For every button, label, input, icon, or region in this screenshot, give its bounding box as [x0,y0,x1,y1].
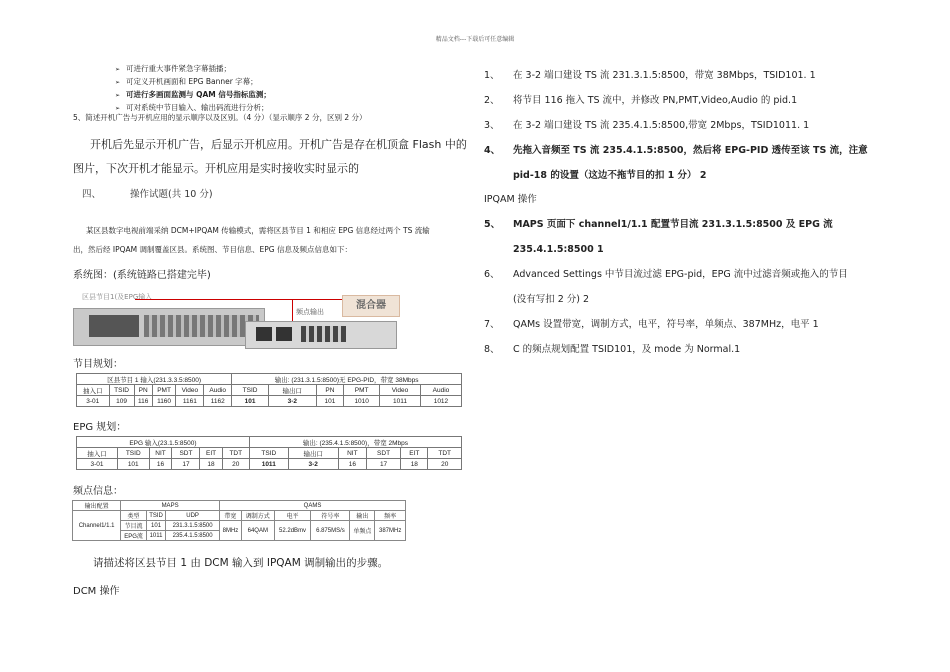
right-item: 2、 将节目 116 拖入 TS 流中，并修改 PN,PMT,Video,Audio 的 pid.1 [484,95,798,106]
cell: 3-01 [77,396,110,407]
cell: 8MHz [220,521,242,541]
dcm-label: DCM 操作 [73,586,120,597]
cell: 16 [149,459,172,470]
cell: 1010 [344,396,380,407]
cell: 387MHz [375,521,406,541]
page-header: 精品文档---下载后可任意编辑 [435,36,515,43]
header-cell: 类型 [121,511,147,521]
answer-line-2: 图片，下次开机才能显示。开机应用是实时接收实时显示的 [73,162,359,175]
device-port [276,327,292,341]
header-cell: PMT [344,385,380,396]
header-cell: NIT [338,448,366,459]
cell: 1011 [146,531,165,541]
header-cell: SDT [172,448,200,459]
table-header [77,448,462,459]
cell: 3-2 [268,396,316,407]
header-cell: TSID [249,448,288,459]
cell: 18 [401,459,428,470]
cell: 1011 [249,459,288,470]
cell: 16 [338,459,366,470]
cell: 3-2 [288,459,338,470]
mixer-box: 混合器 [342,295,400,317]
header-cell: 调制方式 [241,511,274,521]
header-cell: TSID [232,385,269,396]
device-ports [301,326,346,342]
system-diagram [70,285,400,355]
header-cell: PMT [152,385,176,396]
freq-info-label: 频点信息： [73,486,123,497]
header-cell: QAMS [220,501,406,511]
system-diagram-label: 系统图：(系统链路已搭建完毕) [73,270,211,281]
right-item: 235.4.1.5:8500 1 [513,244,604,255]
header-cell: 符号率 [311,511,350,521]
header-cell: Video [176,385,204,396]
cell: 3-01 [77,459,118,470]
header-cell: 频率 [375,511,406,521]
header-cell: SDT [366,448,400,459]
answer-line-1: 开机后先显示开机广告，后显示开机应用。开机广告是存在机顶盒 Flash 中的 [90,138,467,151]
device-module [89,315,139,337]
ipqam-device [245,321,397,349]
source-label: 区县节目1(及EPG输入 [82,293,153,301]
right-item: 4、 先拖入音频至 TS 流 235.4.1.5:8500，然后将 EPG-PID 透传至该 TS 流，注意 [484,145,868,156]
cell: 116 [134,396,152,407]
cell: 64QAM [241,521,274,541]
cell: 20 [222,459,249,470]
header-cell: NIT [149,448,172,459]
cell: 1161 [176,396,204,407]
freq-output-label: 频点输出 [296,308,324,316]
epg-plan-label: EPG 规划： [73,422,127,433]
header-cell: PN [316,385,344,396]
ipqam-label: IPQAM 操作 [484,194,537,205]
right-item: 5、 MAPS 页面下 channel1/1.1 配置节目流 231.3.1.5:8500 及 EPG 流 [484,219,833,230]
table-row [77,459,462,470]
program-table [76,373,462,407]
header-cell: TSID [117,448,149,459]
header-cell: MAPS [121,501,220,511]
header-cell: EIT [401,448,428,459]
table-row [73,521,406,531]
device-ports [144,315,259,337]
intro-line-1: 某区县数字电视前端采纳 DCM+IPQAM 传输模式，需将区县节目 1 和相应 EPG 信息经过两个 TS 流输 [86,226,430,235]
right-item: pid-18 的设置（这边不拖节目的扣 1 分） 2 [513,170,707,181]
right-item: (没有写扣 2 分) 2 [513,294,590,305]
cell: 235.4.1.5:8500 [166,531,220,541]
dcm-device [73,308,265,346]
cell: 101 [232,396,269,407]
header-cell: 输出口 [268,385,316,396]
header-cell: EIT [200,448,222,459]
list-item: ➢ 可进行重大事件紧急字幕插播； [115,64,231,73]
list-item: ➢ 可对系统中节目输入、输出码流进行分析； [115,103,269,112]
cell: 101 [117,459,149,470]
cell: 231.3.1.5:8500 [166,521,220,531]
table-title: 输出: (235.4.1.5:8500)，带宽 2Mbps [249,437,461,448]
table-header [77,385,462,396]
right-item: 8、 C 的频点规划配置 TSID101，及 mode 为 Normal.1 [484,344,741,355]
list-item: ➢ 可进行多画面监测与 QAM 信号指标监测； [115,90,271,99]
cell: 17 [172,459,200,470]
table-row [77,396,462,407]
right-item: 7、 QAMs 设置带宽，调制方式，电平，符号率，单频点、387MHz，电平 1 [484,319,819,330]
section-title: 操作试题(共 10 分) [130,189,213,200]
cell: 1162 [204,396,232,407]
header-cell: TSID [146,511,165,521]
program-plan-label: 节目规划： [73,359,123,370]
header-cell: TDT [428,448,462,459]
cell: 101 [316,396,344,407]
bullet-list [115,63,271,115]
header-cell: TSID [109,385,134,396]
header-cell: 带宽 [220,511,242,521]
header-cell: 输出口 [288,448,338,459]
header-cell: TDT [222,448,249,459]
question-5: 5、简述开机广告与开机应用的显示顺序以及区别。（4 分）（显示顺序 2 分，区别 2 分） [73,113,367,122]
cell: 109 [109,396,134,407]
header-cell: Audio [204,385,232,396]
cell: 101 [146,521,165,531]
header-cell: UDP [166,511,220,521]
channel-cell: Channel1/1.1 [73,511,121,541]
header-cell: 抽入口 [77,385,110,396]
table-title: 区县节目 1 输入(231.3.3.5:8500) [77,374,232,385]
cell: 1012 [420,396,461,407]
header-cell: Video [380,385,421,396]
cell: 20 [428,459,462,470]
cell: 52.2dBmv [274,521,311,541]
cell: 节目流 [121,521,147,531]
header-cell: PN [134,385,152,396]
section-number: 四、 [82,189,102,200]
header-cell: 输出 [350,511,375,521]
right-item: 1、 在 3-2 端口建设 TS 流 231.3.1.5:8500，带宽 38Mbps，TSID101. 1 [484,70,816,81]
cell: EPG流 [121,531,147,541]
cell: 1011 [380,396,421,407]
cell: 单频点 [350,521,375,541]
table-title: 输出: (231.3.1.5:8500)无 EPG-PID，带宽 38Mbps [232,374,462,385]
cell: 6.875MS/s [311,521,350,541]
epg-table [76,436,462,470]
right-item: 6、 Advanced Settings 中节目流过滤 EPG-pid，EPG 流中过滤音频或拖入的节目 [484,269,848,280]
cell: 18 [200,459,222,470]
list-item: ➢ 可定义开机画面和 EPG Banner 字幕； [115,77,258,86]
cell: 1160 [152,396,176,407]
device-port [256,327,272,341]
header-cell: 抽入口 [77,448,118,459]
question-text: 请描述将区县节目 1 由 DCM 输入到 IPQAM 调制输出的步骤。 [93,557,389,569]
header-cell: Audio [420,385,461,396]
cell: 17 [366,459,400,470]
table-header [73,511,406,521]
table-title: EPG 输入(23.1.5:8500) [77,437,250,448]
header-cell: 输出配置 [73,501,121,511]
right-item: 3、 在 3-2 端口建设 TS 流 235.4.1.5:8500,带宽 2Mbps，TSID1011. 1 [484,120,810,131]
header-cell: 电平 [274,511,311,521]
intro-line-2: 出，然后经 IPQAM 调制覆盖区县。系统图、节目信息、EPG 信息及频点信息如下： [73,245,352,254]
frequency-table [72,500,406,541]
